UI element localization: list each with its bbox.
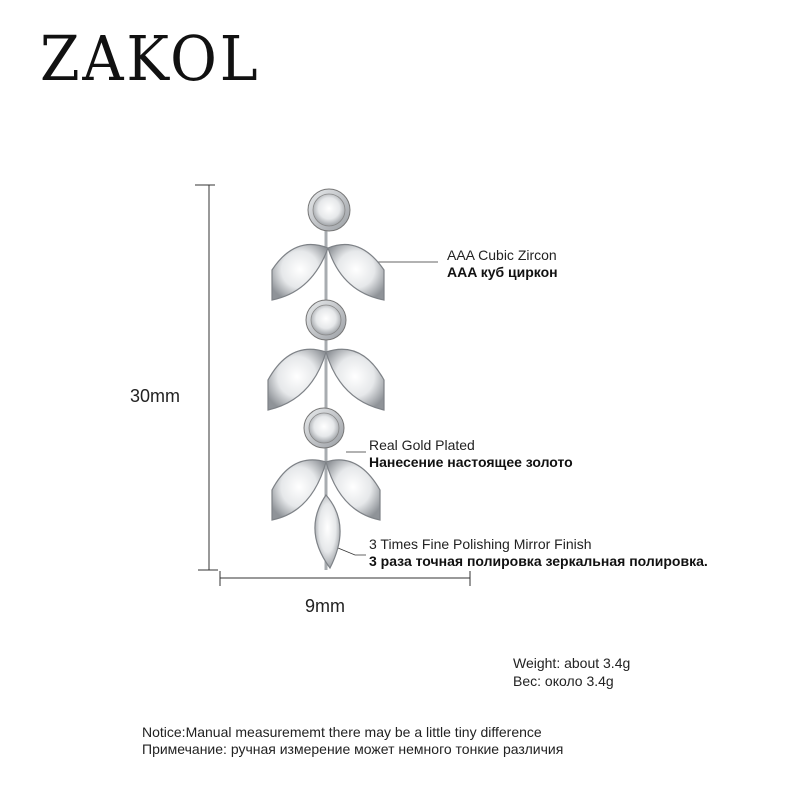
notice-ru: Примечание: ручная измерение может немного тонкие различия [142,741,564,757]
round-stone-top [308,189,350,231]
callout-polish-en: 3 Times Fine Polishing Mirror Finish [369,536,592,552]
marquise-leaf-pair-1 [272,244,384,300]
width-dimension-label: 9mm [305,596,345,616]
marquise-drop-bottom [315,495,340,568]
callout-zircon-ru: AAA куб циркон [447,264,558,280]
round-stone-middle [306,300,346,340]
callout-polish [369,536,708,570]
callout-gold-ru: Нанесение настоящее золото [369,454,573,470]
notice [142,724,563,758]
height-dimension-line [195,185,218,570]
round-stone-lower [304,408,344,448]
height-dimension-label: 30mm [130,386,181,406]
callout-gold [369,437,573,471]
notice-en: Notice:Manual measurememt there may be a little tiny difference [142,724,542,740]
callout-zircon [447,247,558,281]
weight-info [513,654,630,690]
brand-logo: ZAKOL [40,22,261,95]
callout-zircon-en: AAA Cubic Zircon [447,247,557,263]
callout-gold-en: Real Gold Plated [369,437,475,453]
weight-en: Weight: about 3.4g [513,655,631,671]
width-dimension-line [220,571,470,586]
callout-polish-ru: 3 раза точная полировка зеркальная полировка. [369,553,708,569]
callout-line-polish [338,548,366,555]
weight-ru: Вес: около 3.4g [513,673,614,689]
